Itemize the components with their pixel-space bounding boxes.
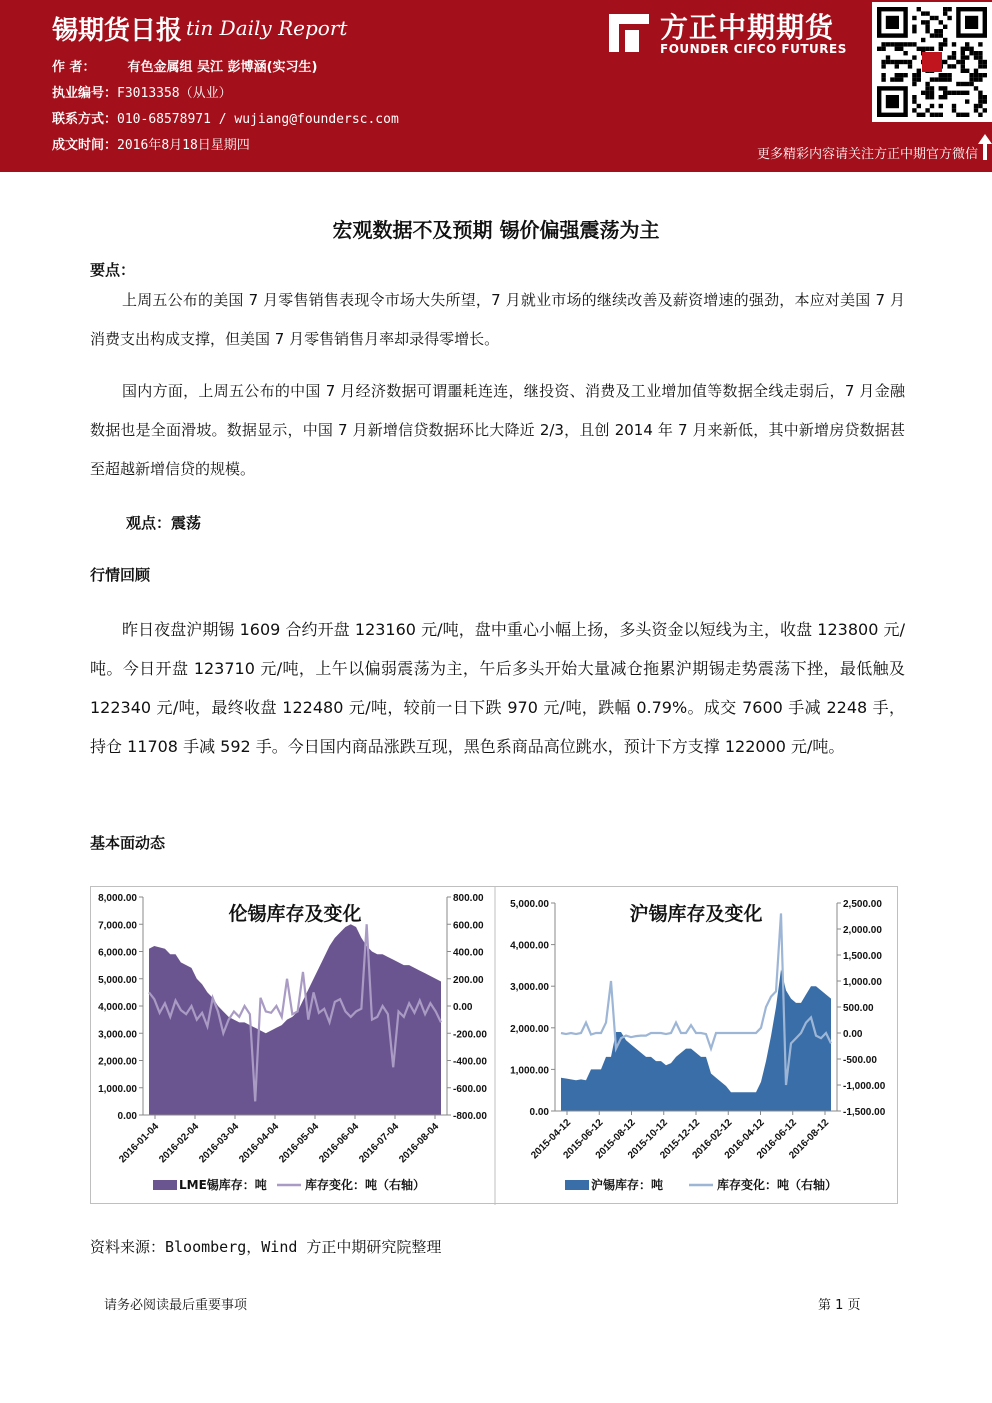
x-tick-label: 2016-02-12	[690, 1117, 735, 1162]
x-tick-label: 2016-01-04	[117, 1121, 162, 1166]
view-label: 观点：	[126, 514, 172, 532]
y-left-tick-label: 1,000.00	[510, 1065, 549, 1077]
y-right-tick-label: 800.00	[453, 893, 484, 904]
y-right-tick-label: -600.00	[453, 1083, 487, 1095]
x-tick-label: 2016-02-04	[157, 1121, 202, 1166]
y-left-tick-label: 3,000.00	[510, 982, 549, 994]
y-left-tick-label: 4,000.00	[98, 1002, 137, 1013]
charts-frame	[90, 886, 898, 1204]
y-left-tick-label: 5,000.00	[98, 974, 137, 986]
y-left-tick-label: 3,000.00	[98, 1029, 137, 1041]
y-right-tick-label: 2,000.00	[843, 925, 882, 936]
y-right-tick-label: -800.00	[453, 1111, 487, 1122]
chart-2	[510, 899, 886, 1192]
license-line	[52, 82, 232, 101]
y-right-tick-label: 400.00	[453, 947, 484, 959]
contact-line	[52, 108, 399, 127]
license-value: F3013358（从业）	[117, 86, 232, 101]
y-right-tick-label: 500.00	[843, 1003, 874, 1014]
y-right-tick-label: 2,500.00	[843, 899, 882, 910]
document-title: 宏观数据不及预期 锡价偏强震荡为主	[332, 218, 660, 242]
y-left-tick-label: 2,000.00	[510, 1023, 549, 1035]
x-tick-label: 2015-10-12	[625, 1117, 670, 1162]
y-left-tick-label: 2,000.00	[98, 1056, 137, 1068]
y-right-tick-label: -500.00	[843, 1055, 877, 1066]
view-value: 震荡	[171, 514, 202, 532]
y-right-tick-label: 1,500.00	[843, 951, 882, 962]
company-name-en: FOUNDER CIFCO FUTURES	[660, 42, 847, 56]
data-source: 资料来源：Bloomberg，Wind 方正中期研究院整理	[90, 1238, 442, 1256]
y-right-tick-label: 1,000.00	[843, 977, 882, 988]
view-line	[126, 512, 201, 533]
y-right-tick-label: -400.00	[453, 1056, 487, 1068]
x-tick-label: 2016-05-04	[277, 1121, 322, 1166]
fundamentals-heading: 基本面动态	[90, 834, 166, 852]
x-tick-label: 2016-06-04	[317, 1121, 362, 1166]
x-tick-label: 2016-04-12	[722, 1117, 767, 1162]
x-tick-label: 2015-08-12	[593, 1117, 638, 1162]
x-tick-label: 2016-08-12	[787, 1117, 832, 1162]
page-number: 第 1 页	[818, 1298, 861, 1313]
author-value: 有色金属组 吴江 彭博涵(实习生)	[127, 60, 318, 75]
date-value: 2016年8月18日星期四	[117, 138, 250, 153]
report-title-en: tin Daily Report	[186, 16, 348, 40]
company-logo-icon	[605, 10, 653, 56]
y-right-tick-label: 600.00	[453, 920, 484, 932]
x-tick-label: 2015-12-12	[658, 1117, 703, 1162]
date-label: 成文时间：	[52, 138, 118, 153]
arrow-up-icon	[978, 134, 992, 160]
y-right-tick-label: 200.00	[453, 974, 484, 986]
legend-swatch-area	[565, 1180, 589, 1190]
x-tick-label: 2016-06-12	[754, 1117, 799, 1162]
wechat-note: 更多精彩内容请关注方正中期官方微信	[756, 147, 978, 162]
x-tick-label: 2016-04-04	[237, 1121, 282, 1166]
report-header	[0, 0, 992, 172]
legend-label-area: LME锡库存：吨	[179, 1178, 267, 1192]
x-tick-label: 2016-08-04	[397, 1121, 442, 1166]
x-tick-label: 2015-04-12	[529, 1117, 574, 1162]
paragraph-china-data: 国内方面，上周五公布的中国 7 月经济数据可谓噩耗连连，继投资、消费及工业增加值等数据全线走弱后，7 月金融数据也是全面滑坡。数据显示，中国 7 月新增信贷数据环比大降近 2/3，且创 2014 年 7 月来新低，其中新增房贷数据甚至超越新增信贷的规模。	[90, 382, 905, 478]
y-left-tick-label: 0.00	[529, 1107, 549, 1118]
x-tick-label: 2015-06-12	[561, 1117, 606, 1162]
contact-value: 010-68578971 / wujiang@foundersc.com	[117, 112, 399, 127]
y-right-tick-label: -200.00	[453, 1029, 487, 1041]
y-left-tick-label: 7,000.00	[98, 920, 137, 932]
license-label: 执业编号：	[52, 86, 118, 101]
y-right-tick-label: -1,000.00	[843, 1081, 886, 1092]
x-tick-label: 2016-07-04	[357, 1121, 402, 1166]
legend-label-line: 库存变化：吨（右轴）	[305, 1178, 426, 1192]
company-name-cn: 方正中期期货	[660, 11, 835, 44]
y-right-tick-label: -1,500.00	[843, 1107, 886, 1118]
paragraph-us-retail: 上周五公布的美国 7 月零售销售表现令市场大失所望，7 月就业市场的继续改善及薪资增速的强劲，本应对美国 7 月消费支出构成支撑，但美国 7 月零售销售月率却录得零增长。	[90, 291, 905, 348]
market-review-heading: 行情回顾	[90, 566, 151, 584]
contact-label: 联系方式：	[52, 112, 118, 127]
report-title-cn: 锡期货日报	[52, 16, 183, 46]
legend-label-line: 库存变化：吨（右轴）	[717, 1178, 838, 1192]
series-area-2	[561, 970, 831, 1111]
x-tick-label: 2016-03-04	[197, 1121, 242, 1166]
footer-disclaimer: 请务必阅读最后重要事项	[104, 1298, 248, 1313]
chart-title: 伦锡库存及变化	[228, 903, 362, 925]
chart-1	[98, 893, 487, 1192]
y-left-tick-label: 0.00	[117, 1111, 137, 1122]
legend-label-area: 沪锡库存：吨	[591, 1178, 664, 1192]
y-left-tick-label: 8,000.00	[98, 893, 137, 904]
y-left-tick-label: 1,000.00	[98, 1083, 137, 1095]
y-left-tick-label: 4,000.00	[510, 940, 549, 952]
paragraph-market-review: 昨日夜盘沪期锡 1609 合约开盘 123160 元/吨，盘中重心小幅上扬，多头资金以短线为主，收盘 123800 元/吨。今日开盘 123710 元/吨，上午以偏弱震荡为主，午后多头开始大量减仓拖累沪期锡走势震荡下挫，最低触及 122340 元/吨，最终收盘 122480 元/吨，较前一日下跌 970 元/吨，跌幅 0.79%。成交 7600 手减 2248 手，持仓 11708 手减 592 手。今日国内商品涨跌互现，黑色系商品高位跳水，预计下方支撑 122000 元/吨。	[90, 620, 905, 756]
y-right-tick-label: 0.00	[453, 1002, 473, 1013]
author-line	[52, 56, 317, 75]
y-left-tick-label: 5,000.00	[510, 899, 549, 910]
chart-title: 沪锡库存及变化	[629, 903, 763, 925]
wechat-qr-code-icon	[872, 2, 992, 122]
date-line	[52, 134, 250, 153]
y-left-tick-label: 6,000.00	[98, 947, 137, 959]
author-label: 作 者：	[52, 60, 96, 75]
inventory-charts	[91, 887, 899, 1205]
keypoints-heading: 要点：	[90, 261, 136, 279]
legend-swatch-area	[153, 1180, 177, 1190]
y-right-tick-label: 0.00	[843, 1029, 863, 1040]
